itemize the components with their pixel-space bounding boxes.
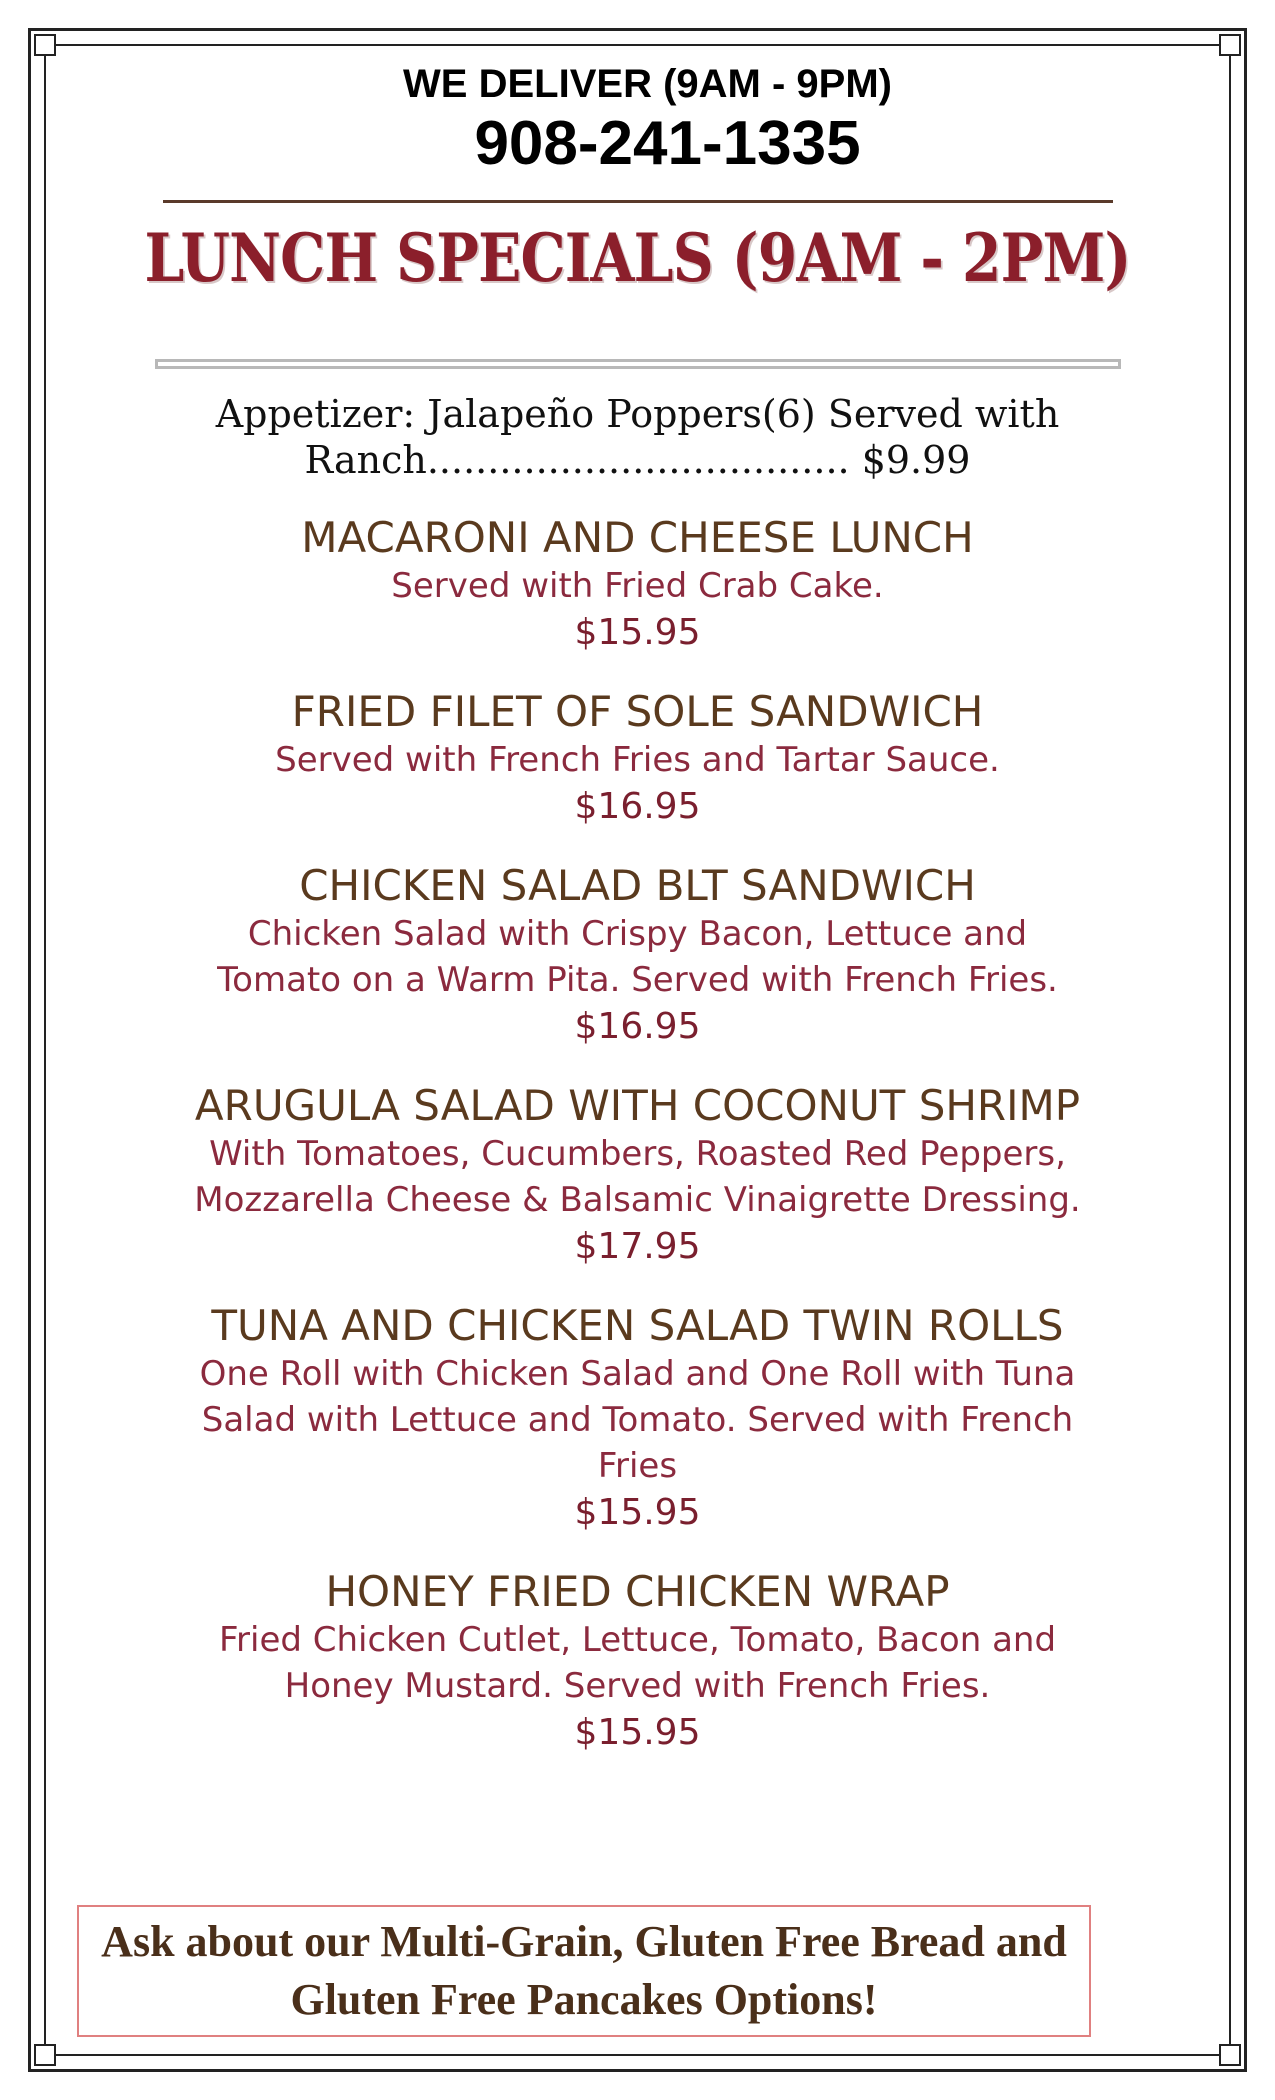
appetizer-line: Ranch................................... $9.99 (304, 438, 971, 482)
menu-item-description: With Tomatoes, Cucumbers, Roasted Red Peppers, (209, 1134, 1066, 1174)
menu-item-description: Chicken Salad with Crispy Bacon, Lettuce and (247, 914, 1028, 954)
border-corner-ornament (1219, 2044, 1241, 2066)
note-line: Ask about our Multi-Grain, Gluten Free Bread and (101, 1917, 1067, 1966)
menu-item (60, 1081, 1215, 1271)
delivery-hours: WE DELIVER (9AM - 9PM) (403, 62, 892, 106)
border-corner-ornament (34, 34, 56, 56)
appetizer-line: Appetizer: Jalapeño Poppers(6) Served with (215, 392, 1060, 436)
menu-item-description: One Roll with Chicken Salad and One Roll with Tuna (199, 1354, 1076, 1394)
menu-item-price: $15.95 (574, 1712, 701, 1753)
menu-item (60, 1301, 1215, 1537)
menu-item (60, 513, 1215, 657)
border-corner-ornament (34, 2044, 56, 2066)
menu-item-price: $16.95 (574, 786, 701, 827)
header-divider (163, 200, 1113, 203)
note-line: Gluten Free Pancakes Options! (290, 1975, 878, 2024)
menu-item-description: Fries (597, 1446, 678, 1486)
menu-item (60, 1567, 1215, 1757)
gluten-free-note (79, 1913, 1089, 2029)
gluten-free-note-box (77, 1905, 1091, 2037)
menu-item-description: Mozzarella Cheese & Balsamic Vinaigrette Dressing. (194, 1180, 1081, 1220)
menu-item (60, 687, 1215, 831)
menu-item-description: Honey Mustard. Served with French Fries. (284, 1666, 991, 1706)
menu-item-description: Served with Fried Crab Cake. (391, 566, 884, 606)
menu-item-description: Served with French Fries and Tartar Sauce. (275, 740, 1000, 780)
appetizer-section (188, 391, 1088, 483)
section-divider (155, 359, 1121, 369)
menu-item-price: $17.95 (574, 1226, 701, 1267)
menu-item-price: $15.95 (574, 612, 701, 653)
menu-item-name: TUNA AND CHICKEN SALAD TWIN ROLLS (211, 1301, 1064, 1350)
menu-item-description: Salad with Lettuce and Tomato. Served with French (201, 1400, 1074, 1440)
menu-content (60, 56, 1215, 1757)
menu-item-name: MACARONI AND CHEESE LUNCH (301, 513, 974, 562)
menu-item (60, 861, 1215, 1051)
menu-item-description: Tomato on a Warm Pita. Served with French Fries. (217, 960, 1058, 1000)
phone-number: 908-241-1335 (474, 109, 861, 178)
border-corner-ornament (1219, 34, 1241, 56)
menu-item-name: ARUGULA SALAD WITH COCONUT SHRIMP (194, 1081, 1081, 1130)
menu-item-price: $15.95 (574, 1492, 701, 1533)
menu-item-price: $16.95 (574, 1006, 701, 1047)
menu-item-name: FRIED FILET OF SOLE SANDWICH (291, 687, 984, 736)
menu-item-description: Fried Chicken Cutlet, Lettuce, Tomato, Bacon and (218, 1620, 1057, 1660)
page-title: LUNCH SPECIALS (9AM - 2PM) (144, 219, 1131, 297)
menu-item-name: CHICKEN SALAD BLT SANDWICH (299, 861, 976, 910)
menu-item-name: HONEY FRIED CHICKEN WRAP (325, 1567, 950, 1616)
